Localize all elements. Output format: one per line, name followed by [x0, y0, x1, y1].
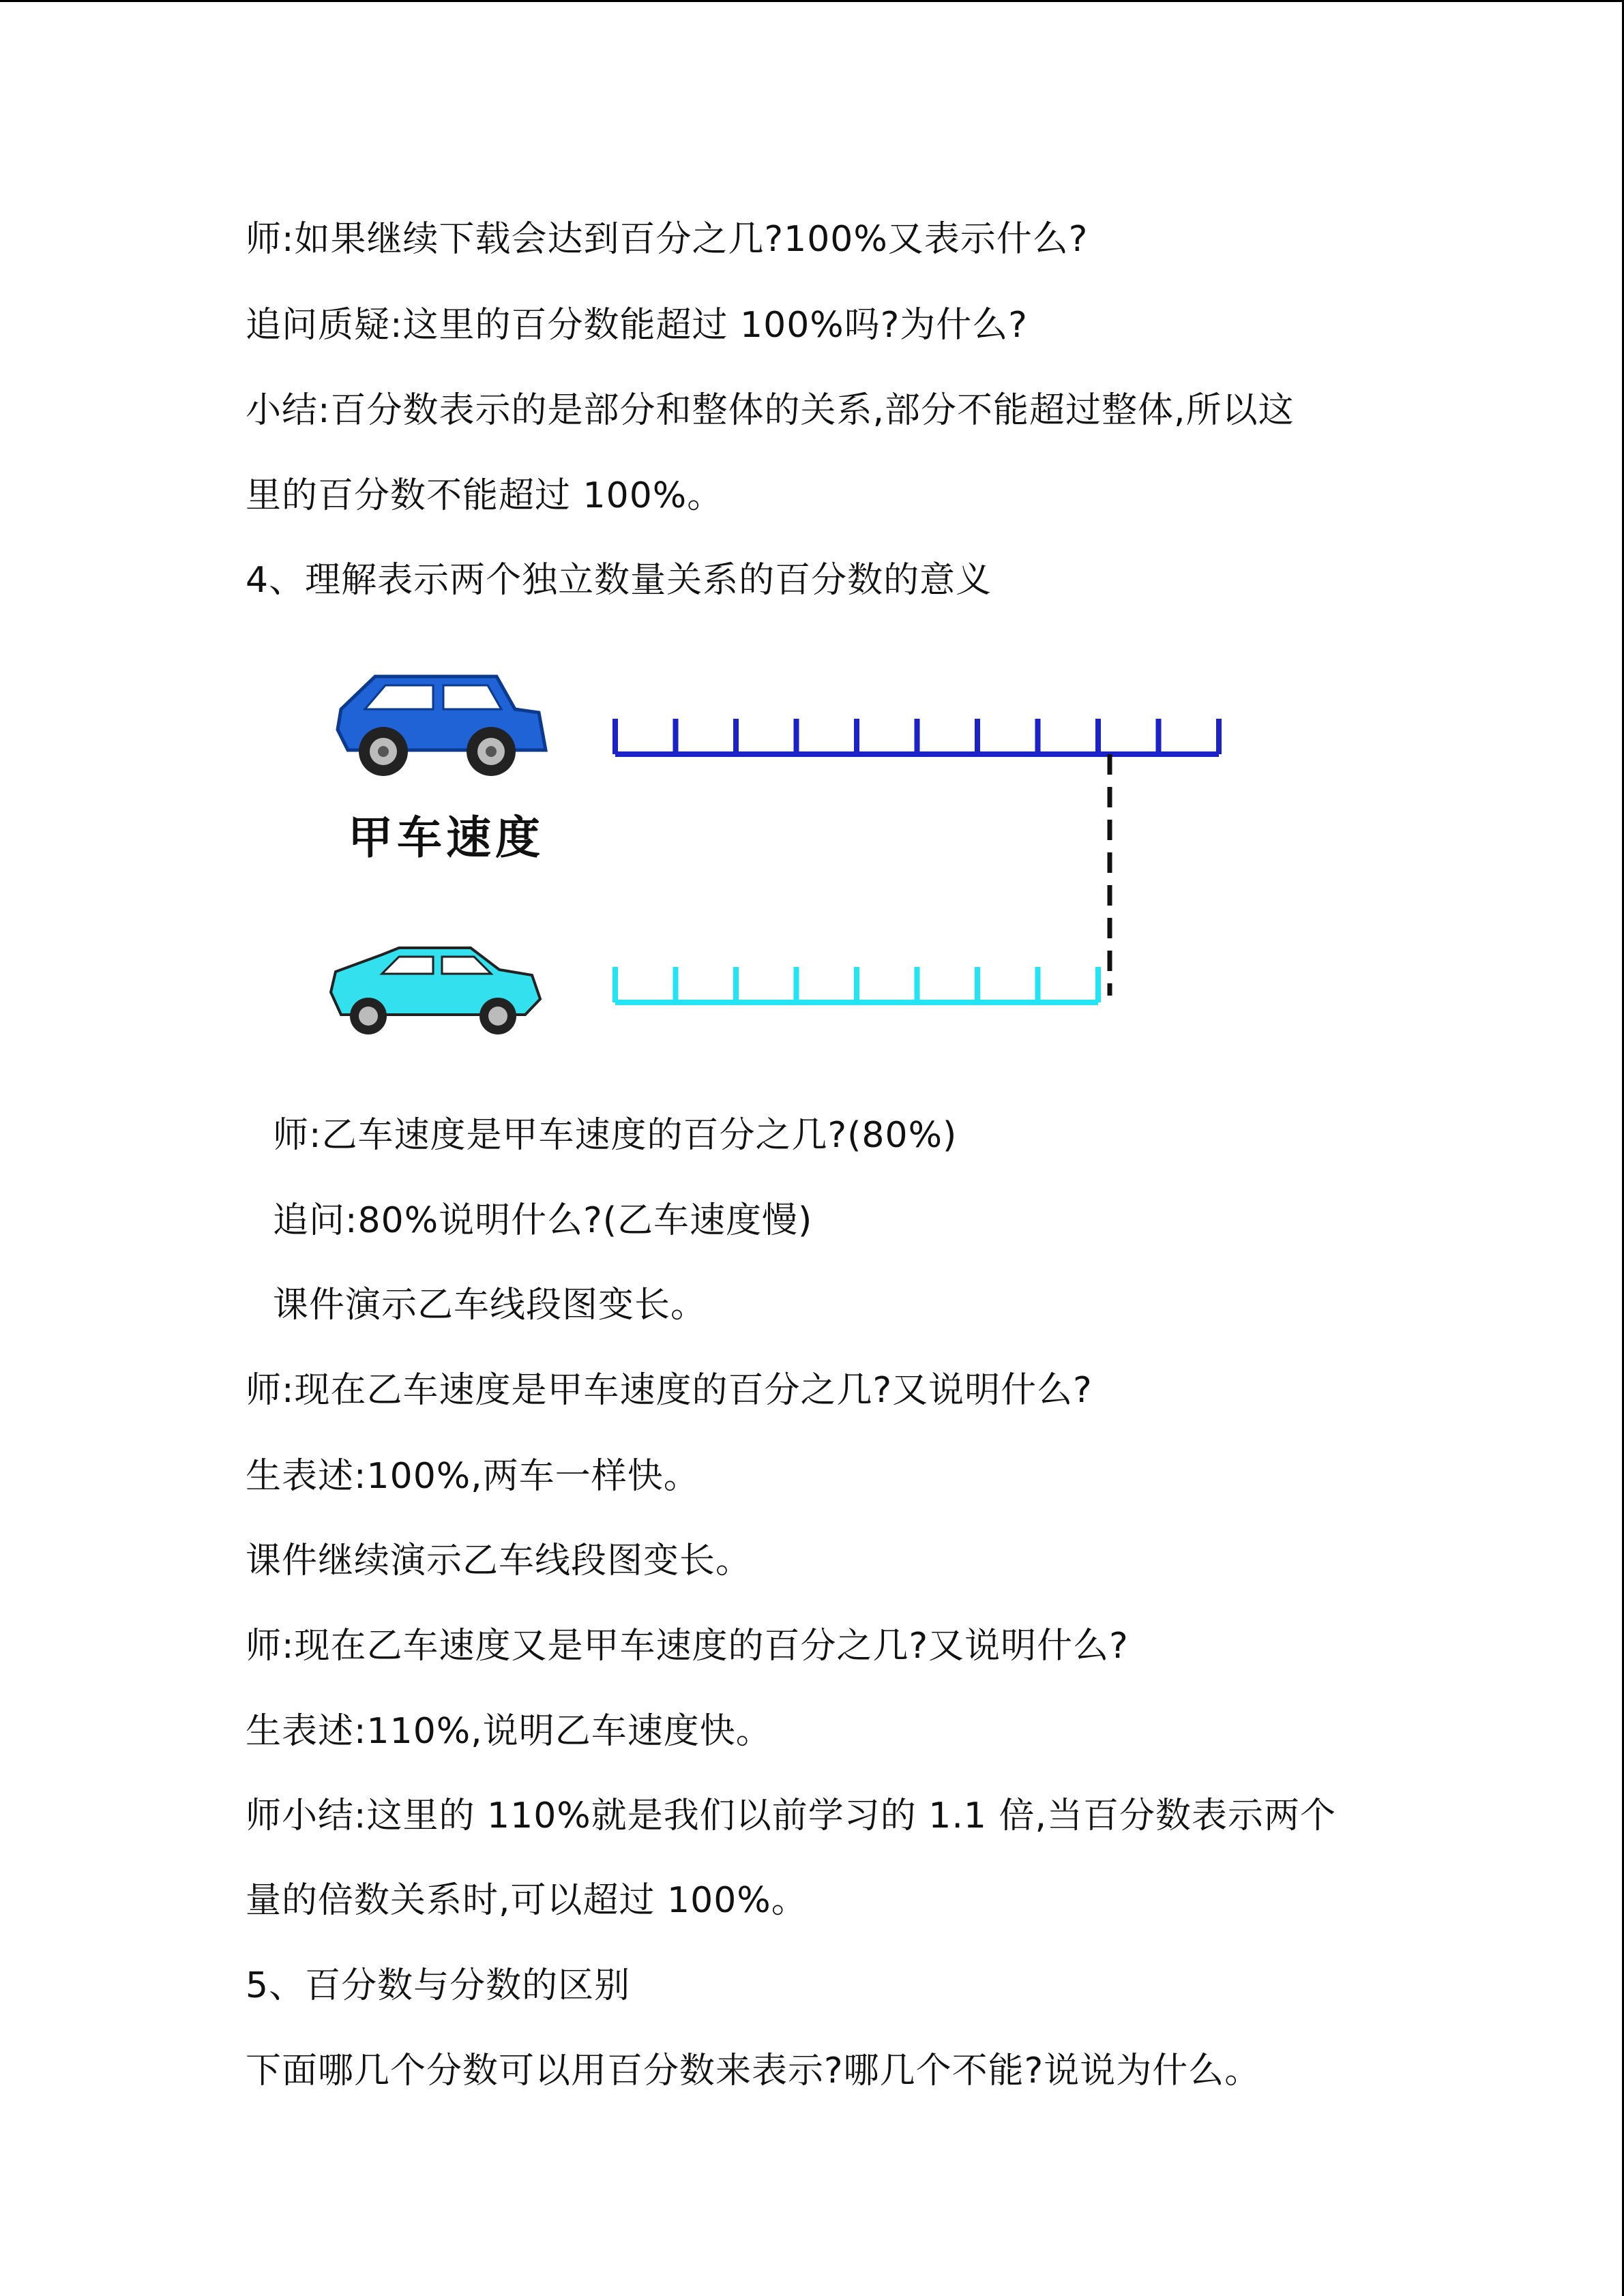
paragraph-8: 课件演示乙车线段图变长。 [273, 1285, 707, 1326]
car-a-label: 甲车速度 [348, 811, 544, 864]
paragraph-10: 生表述:100%,两车一样快。 [246, 1456, 700, 1497]
paragraph-11: 课件继续演示乙车线段图变长。 [246, 1540, 752, 1581]
paragraph-1: 师:如果继续下载会达到百分之几?100%又表示什么? [246, 219, 1089, 260]
segment-bar-a [615, 719, 1219, 754]
segment-bar-b [615, 967, 1098, 1002]
paragraph-2: 追问质疑:这里的百分数能超过 100%吗?为什么? [246, 305, 1028, 346]
paragraph-3: 小结:百分数表示的是部分和整体的关系,部分不能超过整体,所以这 [246, 390, 1295, 431]
section-heading-5: 5、百分数与分数的区别 [246, 1965, 631, 2006]
car-a-icon [338, 676, 546, 776]
paragraph-12: 师:现在乙车速度又是甲车速度的百分之几?又说明什么? [246, 1626, 1129, 1667]
car-b-icon [331, 948, 540, 1034]
paragraph-13: 生表述:110%,说明乙车速度快。 [246, 1711, 772, 1752]
paragraph-17: 下面哪几个分数可以用百分数来表示?哪几个不能?说说为什么。 [246, 2051, 1261, 2091]
paragraph-6: 师:乙车速度是甲车速度的百分之几?(80%) [273, 1115, 958, 1156]
paragraph-7: 追问:80%说明什么?(乙车速度慢) [273, 1200, 813, 1241]
page-top-border [0, 0, 1624, 2]
paragraph-15: 量的倍数关系时,可以超过 100%。 [246, 1880, 808, 1921]
paragraph-14: 师小结:这里的 110%就是我们以前学习的 1.1 倍,当百分数表示两个 [246, 1795, 1336, 1836]
section-heading-4: 4、理解表示两个独立数量关系的百分数的意义 [246, 560, 992, 601]
paragraph-4: 里的百分数不能超过 100%。 [246, 475, 724, 516]
paragraph-9: 师:现在乙车速度是甲车速度的百分之几?又说明什么? [246, 1370, 1093, 1411]
